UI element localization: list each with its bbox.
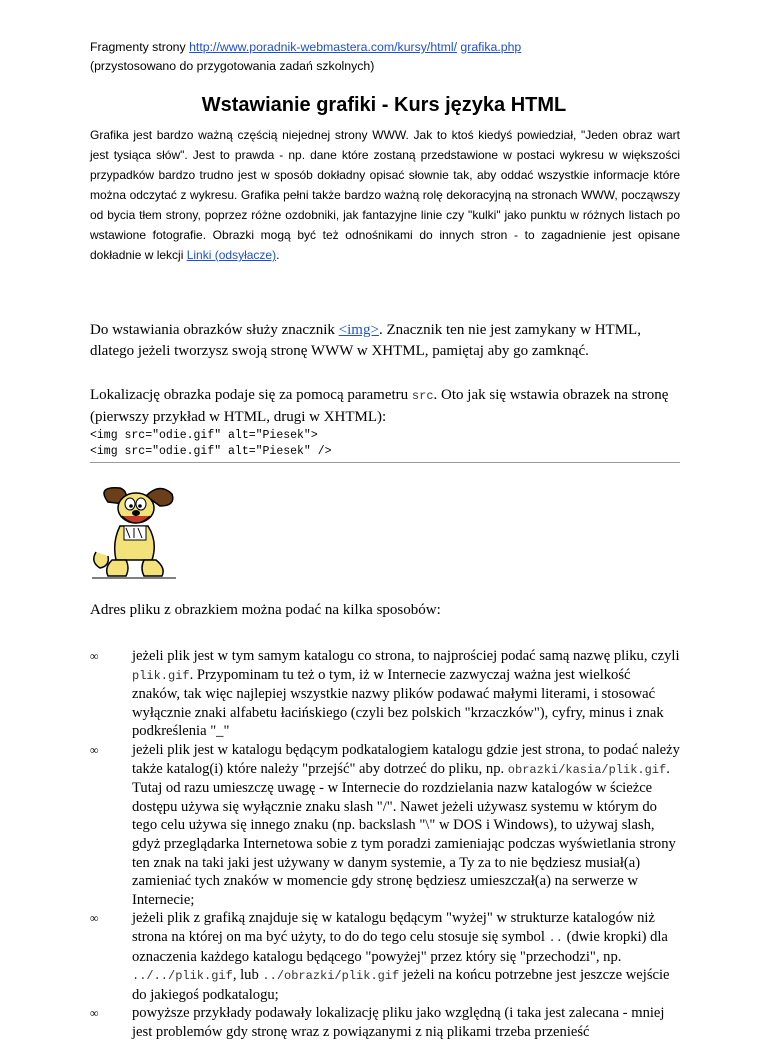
list-item: ∞ powyższe przykłady podawały lokalizację pliku jako względną (i taka jest zalecana - mniej jest problemów gdy stronę wraz z powiązanymi z nią plikami trzeba przenieść [90, 1005, 665, 1040]
infinity-bullet-icon: ∞ [90, 1006, 99, 1021]
img-tag-paragraph: Do wstawiania obrazków służy znacznik <img>. Znacznik ten nie jest zamykany w HTML, dlatego jeżeli tworzysz swoją stronę WWW w XHTML, pamiętaj aby go zamknąć. [90, 322, 641, 359]
code-line-xhtml: <img src="odie.gif" alt="Piesek" /> [90, 445, 332, 458]
code-example [90, 428, 332, 460]
infinity-bullet-icon: ∞ [90, 649, 99, 663]
list-item: ∞ jeżeli plik jest w katalogu będącym podkatalogiem katalogu gdzie jest strona, to podać należy także katalog(i) które należy "przejść" aby dotrzeć do pliku, np. obrazki/kasia/plik.gif. Tutaj od razu umieszczę uwagę - w Internecie do rozdzielania nazw katalogów w ścieżce dostępu używa się wyłącznie znaku slash "/". Nawet jeżeli używasz systemu w którym do tego celu używa się innego znaku (np. backslash "\" w DOS i Windows), to używaj slash, gdyż przeglądarka Internetowa sobie z tym poradzi zamieniając podczas wyświetlania strony ten znak na taki jaki jest używany w danym systemie, a Ty za to nie będziesz musiał(a) zamieniać tych znaków w momencie gdy stronę będziesz umieszczał(a) na serwerze w Internecie; [90, 741, 680, 908]
code-line-html: <img src="odie.gif" alt="Piesek"> [90, 429, 318, 442]
adaptation-note: (przystosowano do przygotowania zadań szkolnych) [90, 59, 375, 73]
infinity-bullet-icon: ∞ [90, 742, 99, 757]
list-item: ∞ jeżeli plik z grafiką znajduje się w katalogu będącym "wyżej" w strukturze katalogów niż strona na której on ma być użyty, to do do tego celu stosuje się symbol .. (dwie kropki) dla oznaczenia każdego katalogu będącego "powyżej" przez który się "przechodzi", np. ../../plik.gif, lub ../obrazki/plik.gif jeżeli na końcu potrzebne jest jeszcze wejście do jakiegoś podkatalogu; [90, 910, 670, 1003]
src-paragraph: Lokalizację obrazka podaje się za pomocą parametru src. Oto jak się wstawia obrazek na stronę (pierwszy przykład w HTML, drugi w XHTML): [90, 387, 669, 425]
source-page-link[interactable]: grafika.php [460, 40, 522, 54]
address-methods-list [90, 647, 680, 1041]
address-intro: Adres pliku z obrazkiem można podać na kilka sposobów: [90, 602, 441, 618]
source-url-link[interactable]: http://www.poradnik-webmastera.com/kursy/html/ [189, 40, 457, 54]
img-tag-link[interactable]: <img> [338, 322, 379, 338]
list-item: ∞ jeżeli plik jest w tym samym katalogu co strona, to najprościej podać samą nazwę pliku, czyli plik.gif. Przypominam tu też o tym, iż w Internecie zazwyczaj ważna jest wielkość znaków, tak więc najlepiej wszystkie nazwy plików podawać małymi literami, i stosować wyłącznie znaki alfabetu łacińskiego (czyli bez polskich "krzaczków"), cyfry, minus i znak podkreślenia "_" [90, 648, 680, 740]
intro-paragraph: Grafika jest bardzo ważną częścią niejednej strony WWW. Jak to ktoś kiedyś powiedział, "Jeden obraz wart jest tysiąca słów". Jest to prawda - np. dane które zostaną przedstawione w postaci wykresu w większości przypadków bardzo trudno jest w sposób dokładny opisać słownie tak, aby oddać wszystkie informacje które można odczytać z wykresu. Grafika pełni także bardzo ważną rolę dekoracyjną na stronach WWW, począwszy od bycia tłem strony, poprzez różne ozdobniki, jak fantazyjne linie czy "kulki" jako punktu w różnych listach po wstawione fotografie. Obrazki mogą być też odnośnikami do innych stron - to zagadnienie jest opisane dokładnie w lekcji Linki (odsyłacze). [90, 128, 680, 262]
source-note: Fragmenty strony http://www.poradnik-webmastera.com/kursy/html/ grafika.php (przystosowano do przygotowania zadań szkolnych) [90, 40, 522, 73]
infinity-bullet-icon: ∞ [90, 911, 99, 926]
divider [90, 462, 680, 463]
page-title: Wstawianie grafiki - Kurs języka HTML [201, 94, 567, 116]
links-lesson-link[interactable]: Linki (odsyłacze) [186, 248, 277, 262]
src-code: src [411, 389, 434, 403]
odie-dog-image [90, 482, 180, 582]
